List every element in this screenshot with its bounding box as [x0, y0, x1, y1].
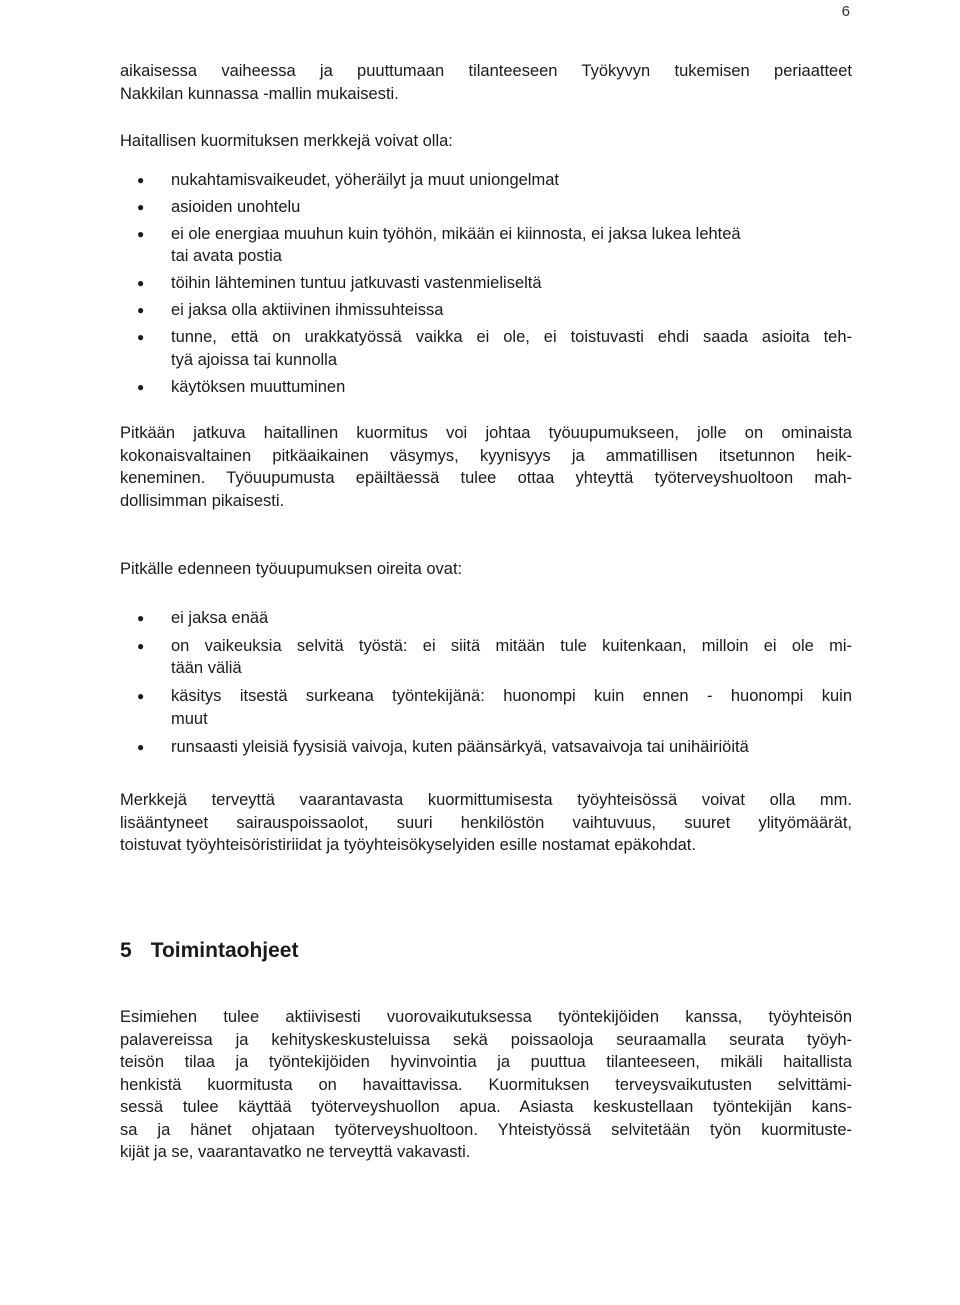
bullet-icon: ● — [137, 739, 145, 754]
text-line: runsaasti yleisiä fyysisiä vaivoja, kuten päänsärkyä, vatsavaivoja tai unihäiriöitä — [171, 737, 749, 756]
text-line: Haitallisen kuormituksen merkkejä voivat olla: — [120, 132, 453, 150]
text-line: Nakkilan kunnassa -mallin mukaisesti. — [120, 84, 399, 103]
signs-heading — [120, 130, 852, 153]
text-line: teisön tilaa ja työntekijöiden hyvinvointia ja puuttua tilanteeseen, mikäli haitallista — [120, 1053, 852, 1071]
text-line: dollisimman pikaisesti. — [120, 491, 285, 510]
bullet-icon: ● — [137, 610, 145, 625]
bullet-icon: ● — [137, 226, 145, 241]
text-line: Pitkään jatkuva haitallinen kuormitus voi johtaa työuupumukseen, jolle on ominaista — [120, 424, 852, 442]
intro-paragraph — [120, 60, 852, 105]
text-line: henkistä kuormitusta on havaittavissa. Kuormituksen terveysvaikutusten selvittämi- — [120, 1075, 852, 1094]
list-item — [120, 635, 852, 680]
list-item — [120, 326, 852, 371]
text-line: käsitys itsestä surkeana työntekijänä: huonompi kuin ennen - huonompi kuin — [171, 687, 852, 705]
text-line: asioiden unohtelu — [171, 197, 301, 216]
list-item — [120, 272, 852, 295]
text-line: lisääntyneet sairauspoissaolot, suuri henkilöstön vaihtuvuus, suuret ylityömäärät, — [120, 813, 852, 832]
text-line: aikaisessa vaiheessa ja puuttumaan tilanteeseen Työkyvyn tukemisen periaatteet — [120, 62, 852, 80]
bullet-icon: ● — [137, 330, 145, 344]
text-line: ei jaksa olla aktiivinen ihmissuhteissa — [171, 301, 444, 319]
text-line: sessä tulee käyttää työterveyshuollon apua. Asiasta keskustellaan työntekijän kans- — [120, 1098, 852, 1116]
list-item — [120, 607, 852, 630]
list-item — [120, 299, 852, 322]
bullet-icon: ● — [137, 379, 145, 394]
text-line: keneminen. Työuupumusta epäiltäessä tulee ottaa yhteyttä työterveyshuoltoon mah- — [120, 469, 852, 487]
bullet-icon: ● — [137, 689, 145, 703]
bullet-icon: ● — [137, 276, 145, 290]
list-item — [120, 376, 852, 399]
text-line: nukahtamisvaikeudet, yöheräilyt ja muut uniongelmat — [171, 170, 559, 189]
workplace-paragraph — [120, 789, 852, 857]
bullet-icon: ● — [137, 638, 145, 653]
text-line: muut — [171, 709, 208, 728]
text-line: toistuvat työyhteisöristiriidat ja työyhteisökyselyiden esille nostamat epäkohdat. — [120, 836, 696, 854]
list-item — [120, 223, 852, 268]
symptoms-list — [120, 607, 852, 759]
text-line: Esimiehen tulee aktiivisesti vuorovaikutuksessa työntekijöiden kanssa, työyhteisön — [120, 1008, 852, 1026]
list-item — [120, 169, 852, 192]
page-content — [120, 60, 852, 1164]
signs-list — [120, 169, 852, 399]
burnout-paragraph — [120, 422, 852, 512]
text-line: kokonaisvaltainen pitkäaikainen väsymys, kyynisyys ja ammatillisen itsetunnon heik- — [120, 446, 852, 465]
text-line: tunne, että on urakkatyössä vaikka ei ole, ei toistuvasti ehdi saada asioita teh- — [171, 328, 852, 346]
page-number: 6 — [841, 3, 850, 20]
text-line: palavereissa ja kehityskeskusteluissa sekä poissaoloja seuraamalla seurata työyh- — [120, 1030, 852, 1049]
text-line: Merkkejä terveyttä vaarantavasta kuormittumisesta työyhteisössä voivat olla mm. — [120, 791, 852, 809]
section-number: 5 — [120, 938, 132, 962]
text-line: tään väliä — [171, 659, 242, 677]
text-line: tyä ajoissa tai kunnolla — [171, 350, 338, 369]
list-item — [120, 196, 852, 219]
text-line: on vaikeuksia selvitä työstä: ei siitä mitään tule kuitenkaan, milloin ei ole mi- — [171, 636, 852, 655]
bullet-icon: ● — [137, 199, 145, 214]
section-heading — [120, 940, 852, 963]
section5-paragraph — [120, 1006, 852, 1164]
text-line: kijät ja se, vaarantavatko ne terveyttä vakavasti. — [120, 1143, 471, 1161]
text-line: sa ja hänet ohjataan työterveyshuoltoon. Yhteistyössä selvitetään työn kuormituste- — [120, 1120, 852, 1139]
section-title: Toimintaohjeet — [150, 938, 299, 962]
text-line: töihin lähteminen tuntuu jatkuvasti vastenmieliseltä — [171, 274, 542, 292]
list-item — [120, 685, 852, 730]
text-line: ei jaksa enää — [171, 608, 269, 627]
text-line: Pitkälle edenneen työuupumuksen oireita ovat: — [120, 560, 463, 578]
text-line: käytöksen muuttuminen — [171, 377, 346, 396]
list-item — [120, 736, 852, 759]
bullet-icon: ● — [137, 172, 145, 187]
symptoms-heading — [120, 558, 852, 581]
text-line: ei ole energiaa muuhun kuin työhön, mikään ei kiinnosta, ei jaksa lukea lehteä — [171, 224, 741, 243]
text-line: tai avata postia — [171, 247, 282, 265]
bullet-icon: ● — [137, 303, 145, 317]
